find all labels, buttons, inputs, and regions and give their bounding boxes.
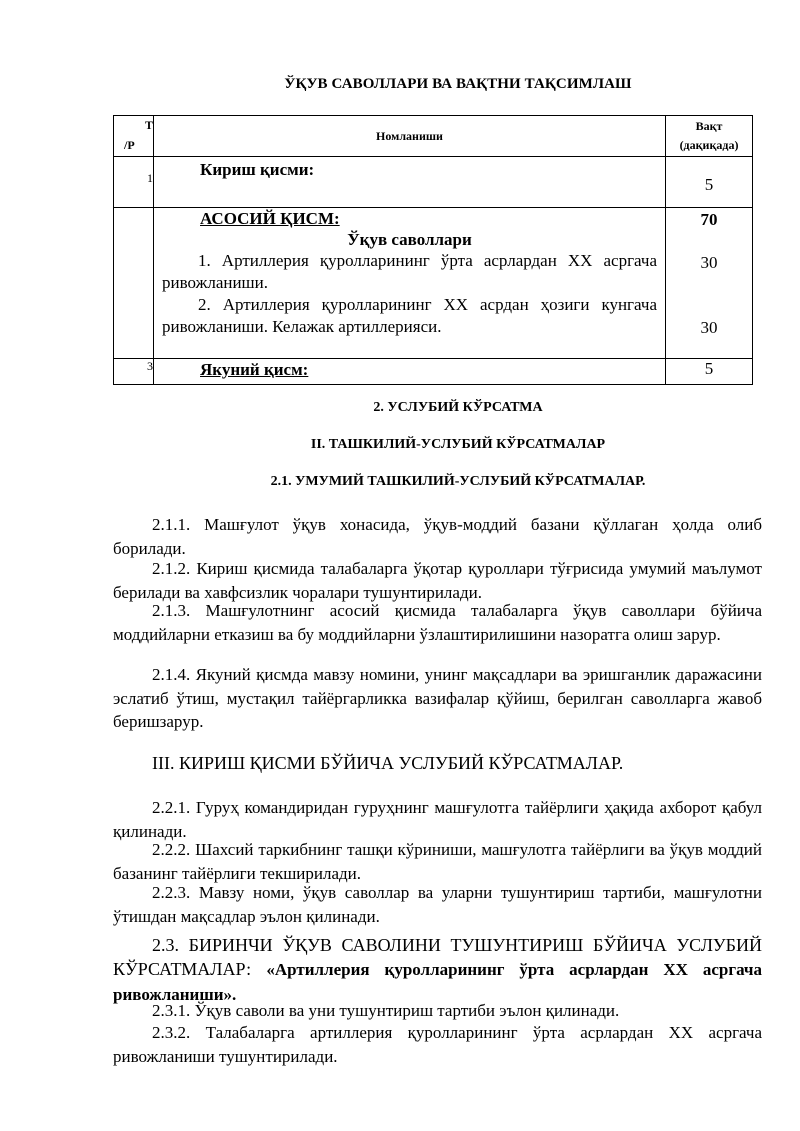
header-number-t: Т [144, 118, 153, 132]
section-heading: 2. УСЛУБИЙ КЎРСАТМА [373, 400, 543, 415]
paragraph: 2.2.2. Шахсий таркибнинг ташқи кўриниши, машғулотга тайёрлиги ва ўқув моддий базанинг тайёрлиги текширилади. [113, 840, 762, 883]
table-row [114, 157, 753, 208]
table-row [114, 359, 753, 385]
header-time [666, 116, 753, 157]
row-subtitle: Ўқув саволлари [347, 230, 472, 249]
header-time-line2: (дақиқада) [679, 138, 739, 152]
section-heading: III. КИРИШ ҚИСМИ БЎЙИЧА УСЛУБИЙ КЎРСАТМАЛАР. [152, 753, 624, 773]
header-name: Номланиши [154, 116, 666, 157]
list-item [154, 250, 665, 294]
row-time-item2: 30 [700, 318, 718, 337]
paragraph: 2.1.1. Машғулот ўқув хонасида, ўқув-моддий базани қўллаган ҳолда олиб борилади. [113, 515, 762, 558]
paragraph: 2.3.2. Талабаларга артиллерия қуролларининг ўрта асрлардан ХХ асргача ривожланиши тушунтирилади. [113, 1023, 762, 1066]
row-name: Якуний қисм: [154, 359, 666, 385]
list-item [154, 294, 665, 338]
header-time-line1: Вақт [695, 119, 723, 133]
section-heading: 2.1. УМУМИЙ ТАШКИЛИЙ-УСЛУБИЙ КЎРСАТМАЛАР. [270, 474, 646, 489]
page-title: ЎҚУВ САВОЛЛАРИ ВА ВАҚТНИ ТАҚСИМЛАШ [284, 76, 632, 92]
section-heading: II. ТАШКИЛИЙ-УСЛУБИЙ КЎРСАТМАЛАР [310, 437, 606, 452]
schedule-table [113, 115, 753, 385]
paragraph: 2.1.4. Якуний қисмда мавзу номини, унинг мақсадлари ва эришганлик даражасини эслатиб ўтиш, мустақил тайёргарликка вазифалар қўйиш, берилган саволларга жавоб беришзарур. [113, 665, 762, 731]
paragraph: 2.2.3. Мавзу номи, ўқув саволлар ва уларни тушунтириш тартиби, машғулотни ўтишдан мақсадлар эълон қилинади. [113, 883, 762, 926]
row-name: АСОСИЙ ҚИСМ: [200, 209, 340, 228]
section-heading-topic: «Артиллерия қуролларининг ўрта асрлардан ХХ асргача ривожланиши». [113, 960, 762, 1004]
row-time [666, 208, 753, 359]
table-header-row [114, 116, 753, 157]
row-number [114, 157, 154, 208]
header-number-p: /Р [124, 138, 135, 152]
paragraph: 2.1.2. Кириш қисмида талабаларга ўқотар қуроллари тўғрисида умумий маълумот берилади ва хавфсизлик чоралари тушунтирилади. [113, 559, 762, 602]
paragraph: 2.1.3. Машғулотнинг асосий қисмида талабаларга ўқув саволлари бўйича моддийларни етказиш ва бу моддийларни ўзлаштирилишини назоратга олиш зарур. [113, 601, 762, 644]
header-number [114, 116, 154, 157]
list-item-text: 1. Артиллерия қуролларининг ўрта асрлардан ХХ асргача ривожланиши. [162, 251, 657, 292]
row-time: 5 [666, 157, 753, 208]
row-content [154, 208, 666, 359]
row-time-total: 70 [700, 210, 718, 229]
row-number: 3 [114, 359, 154, 385]
paragraph: 2.2.1. Гуруҳ командиридан гуруҳнинг машғулотга тайёрлиги ҳақида ахборот қабул қилинади. [113, 798, 762, 841]
table-row [114, 208, 753, 359]
list-item-text: 2. Артиллерия қуролларининг ХХ асрдан ҳозиги кунгача ривожланиши. Келажак артиллерияси. [162, 295, 657, 336]
row-time: 5 [666, 359, 753, 385]
row-name: Кириш қисми: [154, 157, 666, 208]
paragraph: 2.3.1. Ўқув саволи ва уни тушунтириш тартиби эълон қилинади. [152, 1001, 620, 1020]
row-number [114, 208, 154, 359]
row-number-value: 1 [147, 171, 153, 185]
section-heading-prefix: 2.3. БИРИНЧИ ЎҚУВ САВОЛИНИ ТУШУНТИРИШ БЎЙИЧА УСЛУБИЙ КЎРСАТМАЛАР: [113, 935, 762, 979]
row-time-item1: 30 [700, 253, 718, 272]
section-heading [113, 933, 762, 1007]
